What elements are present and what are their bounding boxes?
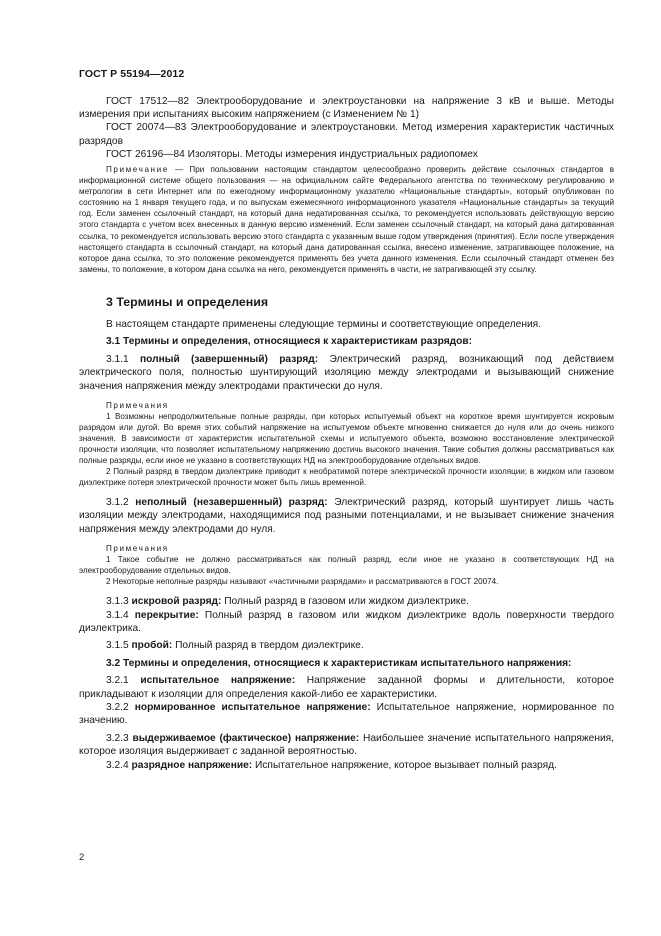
normative-reference: ГОСТ 20074—83 Электрооборудование и электроустановки. Метод измерения характеристик частичных разрядов	[79, 122, 614, 147]
term-name: выдерживаемое (фактическое) напряжение:	[132, 732, 360, 744]
term-name: неполный (незавершенный) разряд:	[135, 496, 328, 508]
note-label: Примечание	[106, 165, 169, 175]
term-3-2-2	[79, 701, 614, 728]
section-title: 3 Термины и определения	[106, 294, 269, 309]
section-intro: В настоящем стандарте применены следующие термины и соответствующие определения.	[106, 318, 542, 330]
document-header: ГОСТ Р 55194—2012	[79, 68, 185, 80]
subsection-title-3-1: 3.1 Термины и определения, относящиеся к характеристикам разрядов:	[106, 336, 472, 348]
term-3-2-3	[79, 732, 614, 759]
term-definition: Напряжение заданной формы и длительности, которое прикладывают к изоляции для определения какой-либо ее характеристики.	[79, 675, 614, 700]
reference-note	[79, 164, 614, 275]
term-definition: Электрический разряд, который шунтирует лишь часть изоляции между электродами, находящимися под разными потенциалами, и не вызывает снижение значения напряжения между электродами до нуля.	[79, 496, 614, 535]
term-3-1-5	[79, 639, 614, 652]
term-3-2-4	[79, 759, 614, 772]
term-number: 3.2.1	[106, 675, 141, 687]
term-definition: Полный разряд в газовом или жидком диэлектрике вдоль поверхности твердого диэлектрика.	[79, 609, 615, 635]
term-definition: Наибольшее значение испытательного напряжения, которое изоляция выдерживает с заданной вероятностью.	[79, 732, 614, 758]
term-definition: Полный разряд в твердом диэлектрике.	[172, 640, 364, 652]
subsection-title-3-2: 3.2 Термины и определения, относящиеся к характеристикам испытательного напряжения:	[106, 657, 572, 669]
term-name: разрядное напряжение:	[131, 759, 253, 771]
note-text: — При пользовании настоящим стандартом целесообразно проверить действие ссылочных стандартов в информационной системе общего пользования — на официальном сайте Федерального агентства по техническому регулированию и метрологии в сети Интернет или по ежегодному информационному указателю «Национальные стандарты», который опубликован по состоянию на 1 января текущего года, и по выпускам ежемесячного информационного указателя «Национальные стандарты» за текущий год. Если заменен ссылочный стандарт, на который дана недатированная ссылка, то рекомендуется использовать действующую версию этого стандарта с учетом всех внесенных в данную версию изменений. Если заменен ссылочный стандарт, на который дана датированная ссылка, то рекомендуется использовать версию этого стандарта с указанным выше годом утверждения (принятия). Если после утверждения настоящего стандарта в ссылочный стандарт, на который дана датированная ссылка, внесено изменение, затрагивающее положение, на которое дана ссылка, то это положение рекомендуется применять без учета данного изменения. Если ссылочный стандарт отменен без замены, то положение, в котором дана ссылка на него, рекомендуется применять в части, не затрагивающей эту ссылку.	[79, 165, 614, 274]
term-number: 3.1.4	[106, 609, 135, 621]
term-definition: Электрический разряд, возникающий под действием электрического поля, полностью шунтирующий изоляцию между электродами и вызывающий снижение значения напряжения между электродами практически до нуля.	[79, 353, 614, 392]
term-3-1-4	[79, 609, 614, 636]
term-3-2-1	[79, 674, 614, 701]
term-name: перекрытие:	[134, 609, 199, 621]
term-number: 3.2.3	[106, 732, 133, 744]
term-3-1-3	[79, 595, 614, 608]
page-number: 2	[79, 852, 85, 863]
notes-label: Примечания	[106, 544, 169, 554]
term-number: 3.2.4	[106, 759, 132, 771]
normative-reference: ГОСТ 26196—84 Изоляторы. Методы измерения индустриальных радиопомех	[106, 148, 478, 160]
term-definition: Испытательное напряжение, нормированное по значению.	[79, 702, 614, 727]
term-definition: Полный разряд в газовом или жидком диэлектрике.	[221, 596, 469, 608]
term-number: 3.1.5	[106, 640, 132, 652]
note-item: 2 Полный разряд в твердом диэлектрике приводит к необратимой потере электрической прочности изоляции; в жидком или газовом диэлектрике потеря электрической прочности может быть лишь временной.	[79, 466, 614, 487]
notes-label: Примечания	[106, 400, 169, 410]
term-number: 3.1.3	[106, 596, 132, 608]
term-name: полный (завершенный) разряд:	[140, 353, 319, 365]
normative-reference: ГОСТ 17512—82 Электрооборудование и электроустановки на напряжение 3 кВ и выше. Методы измерения при испытаниях высоким напряжением (с Изменением № 1)	[79, 96, 614, 121]
note-item: 2 Некоторые неполные разряды называют «частичными разрядами» и рассматриваются в ГОСТ 20074.	[106, 577, 499, 587]
term-3-1-2	[79, 496, 614, 536]
note-item: 1 Такое событие не должно рассматриваться как полный разряд, если иное не указано в соответствующих НД на электрооборудование отдельных видов.	[79, 555, 614, 576]
page-content	[79, 95, 614, 772]
note-item: 1 Возможны непродолжительные полные разряды, при которых испытуемый объект на короткое время шунтируется искровым разрядом или дугой. Во время этих событий напряжение на испытуемом объекте мгновенно снижается до нуля или до очень низкого значения. В зависимости от характеристик испытательной схемы и испытуемого объекта, возможно восстановление электрической прочности изоляции, что позволяет испытательному напряжению достичь высокого значения. Такие события должны рассматриваться как полные разряды, если иное не указано в соответствующих НД на электрооборудование отдельных видов.	[79, 411, 614, 465]
term-number: 3.2.2	[106, 702, 135, 714]
term-name: искровой разряд:	[131, 596, 222, 608]
term-name: пробой:	[131, 640, 173, 652]
term-name: нормированное испытательное напряжение:	[134, 702, 371, 714]
term-number: 3.1.2	[106, 496, 136, 508]
term-3-1-1	[79, 353, 614, 393]
term-definition: Испытательное напряжение, которое вызывает полный разряд.	[252, 759, 557, 771]
term-number: 3.1.1	[106, 353, 140, 365]
term-name: испытательное напряжение:	[140, 675, 296, 687]
